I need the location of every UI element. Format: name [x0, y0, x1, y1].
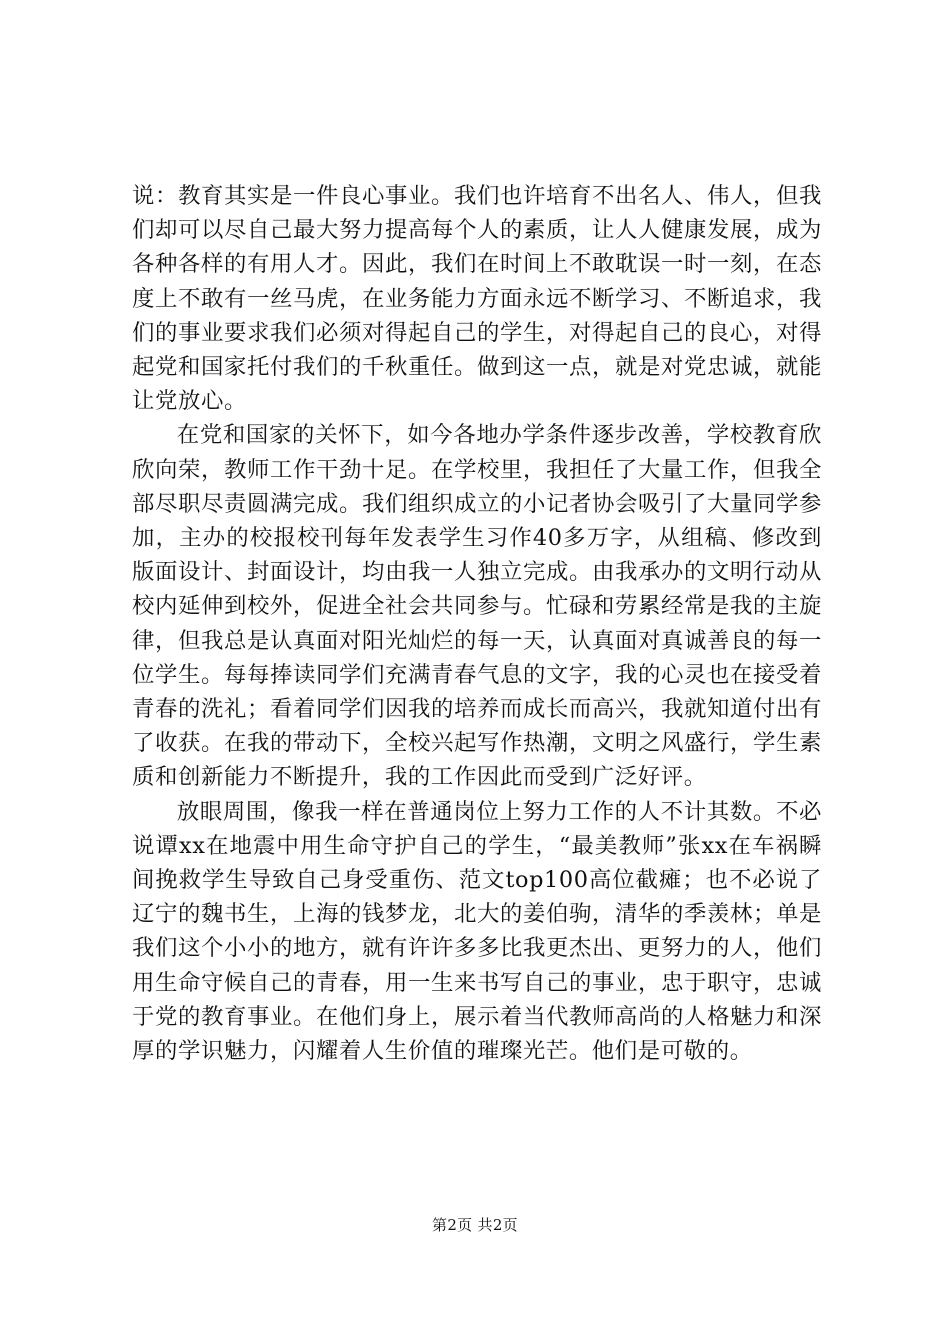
paragraph-1: 说：教育其实是一件良心事业。我们也许培育不出名人、伟人，但我们却可以尽自己最大努力提高每个人的素质，让人人健康发展，成为各种各样的有用人才。因此，我们在时间上不敢耽误一时一刻，在态度上不敢有一丝马虎，在业务能力方面永远不断学习、不断追求，我们的事业要求我们必须对得起自己的学生，对得起自己的良心，对得起党和国家托付我们的千秋重任。做到这一点，就是对党忠诚，就能让党放心。 [132, 183, 822, 415]
paragraph-2: 在党和国家的关怀下，如今各地办学条件逐步改善，学校教育欣欣向荣，教师工作干劲十足。在学校里，我担任了大量工作，但我全部尽职尽责圆满完成。我们组织成立的小记者协会吸引了大量同学参加，主办的校报校刊每年发表学生习作40多万字，从组稿、修改到版面设计、封面设计，均由我一人独立完成。由我承办的文明行动从校内延伸到校外，促进全社会共同参与。忙碌和劳累经常是我的主旋律，但我总是认真面对阳光灿烂的每一天，认真面对真诚善良的每一位学生。每每捧读同学们充满青春气息的文字，我的心灵也在接受着青春的洗礼；看着同学们因我的培养而成长而高兴，我就知道付出有了收获。在我的带动下，全校兴起写作热潮，文明之风盛行，学生素质和创新能力不断提升，我的工作因此而受到广泛好评。 [132, 422, 822, 791]
document-body [132, 179, 822, 1068]
paragraph-3: 放眼周围，像我一样在普通岗位上努力工作的人不计其数。不必说谭xx在地震中用生命守护自己的学生，“最美教师”张xx在车祸瞬间挽救学生导致自己身受重伤、范文top100高位截瘫；也不必说了辽宁的魏书生，上海的钱梦龙，北大的姜伯驹，清华的季羡林；单是我们这个小小的地方，就有许许多多比我更杰出、更努力的人，他们用生命守候自己的青春，用一生来书写自己的事业，忠于职守，忠诚于党的教育事业。在他们身上，展示着当代教师高尚的人格魅力和深厚的学识魅力，闪耀着人生价值的璀璨光芒。他们是可敬的。 [132, 798, 822, 1065]
page-number-footer: 第2页 共2页 [432, 1216, 518, 1234]
